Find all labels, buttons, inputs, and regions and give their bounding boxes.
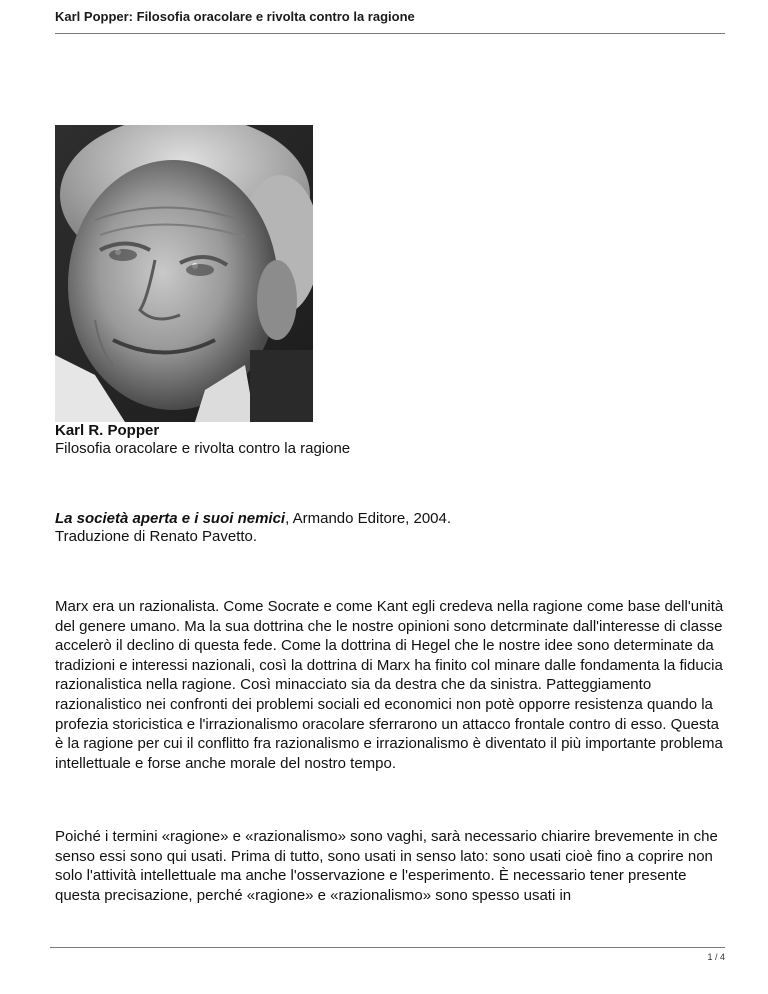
page-number: 1 / 4 <box>707 952 725 962</box>
caption <box>55 422 655 458</box>
publisher-info: , Armando Editore, 2004. <box>285 510 452 527</box>
citation-line <box>55 510 715 528</box>
header-divider <box>55 33 725 34</box>
translation-credit: Traduzione di Renato Pavetto. <box>55 528 258 545</box>
footer-divider <box>50 947 725 948</box>
portrait-icon <box>55 125 313 422</box>
page-header-title: Karl Popper: Filosofia oracolare e rivolta contro la ragione <box>55 9 415 24</box>
author-name: Karl R. Popper <box>55 422 160 439</box>
body-paragraph: Marx era un razionalista. Come Socrate e come Kant egli credeva nella ragione come base dell'unità del genere umano. Ma la sua dottrina che le nostre opinioni sono detcrminate dall'interesse di classe accelerò il declino di questa fede. Come la dottrina di Hegel che le nostre idee sono determinate da tradizioni e interessi nazionali, così la dottrina di Marx ha finito col minare dalle fondamenta la fiducia razionalistica nella ragione. Così minacciato sia da destra che da sinistra. Patteggiamento razionalistico nei confronti dei problemi sociali ed economici non potè opporre resistenza quando la profezia storicistica e l'irrazionalismo oracolare sferrarono un attacco frontale contro di esso. Questa è la ragione per cui il conflitto fra razionalismo e irrazionalismo è diventato il più importante problema intellettuale e forse anche morale del nostro tempo. <box>55 598 724 772</box>
book-title: La società aperta e i suoi nemici <box>55 510 286 527</box>
article-subtitle: Filosofia oracolare e rivolta contro la ragione <box>55 440 351 457</box>
portrait-photo <box>55 125 313 422</box>
source-citation <box>55 510 715 546</box>
body-paragraph: Poiché i termini «ragione» e «razionalismo» sono vaghi, sarà necessario chiarire brevemente in che senso essi sono qui usati. Prima di tutto, sono usati in senso lato: sono usati cioè fino a coprire non solo l'attività intellettuale ma anche l'osservazione e l'esperimento. È necessario tener presente questa precisazione, perché «ragione» e «razionalismo» sono spesso usati in <box>55 828 718 904</box>
